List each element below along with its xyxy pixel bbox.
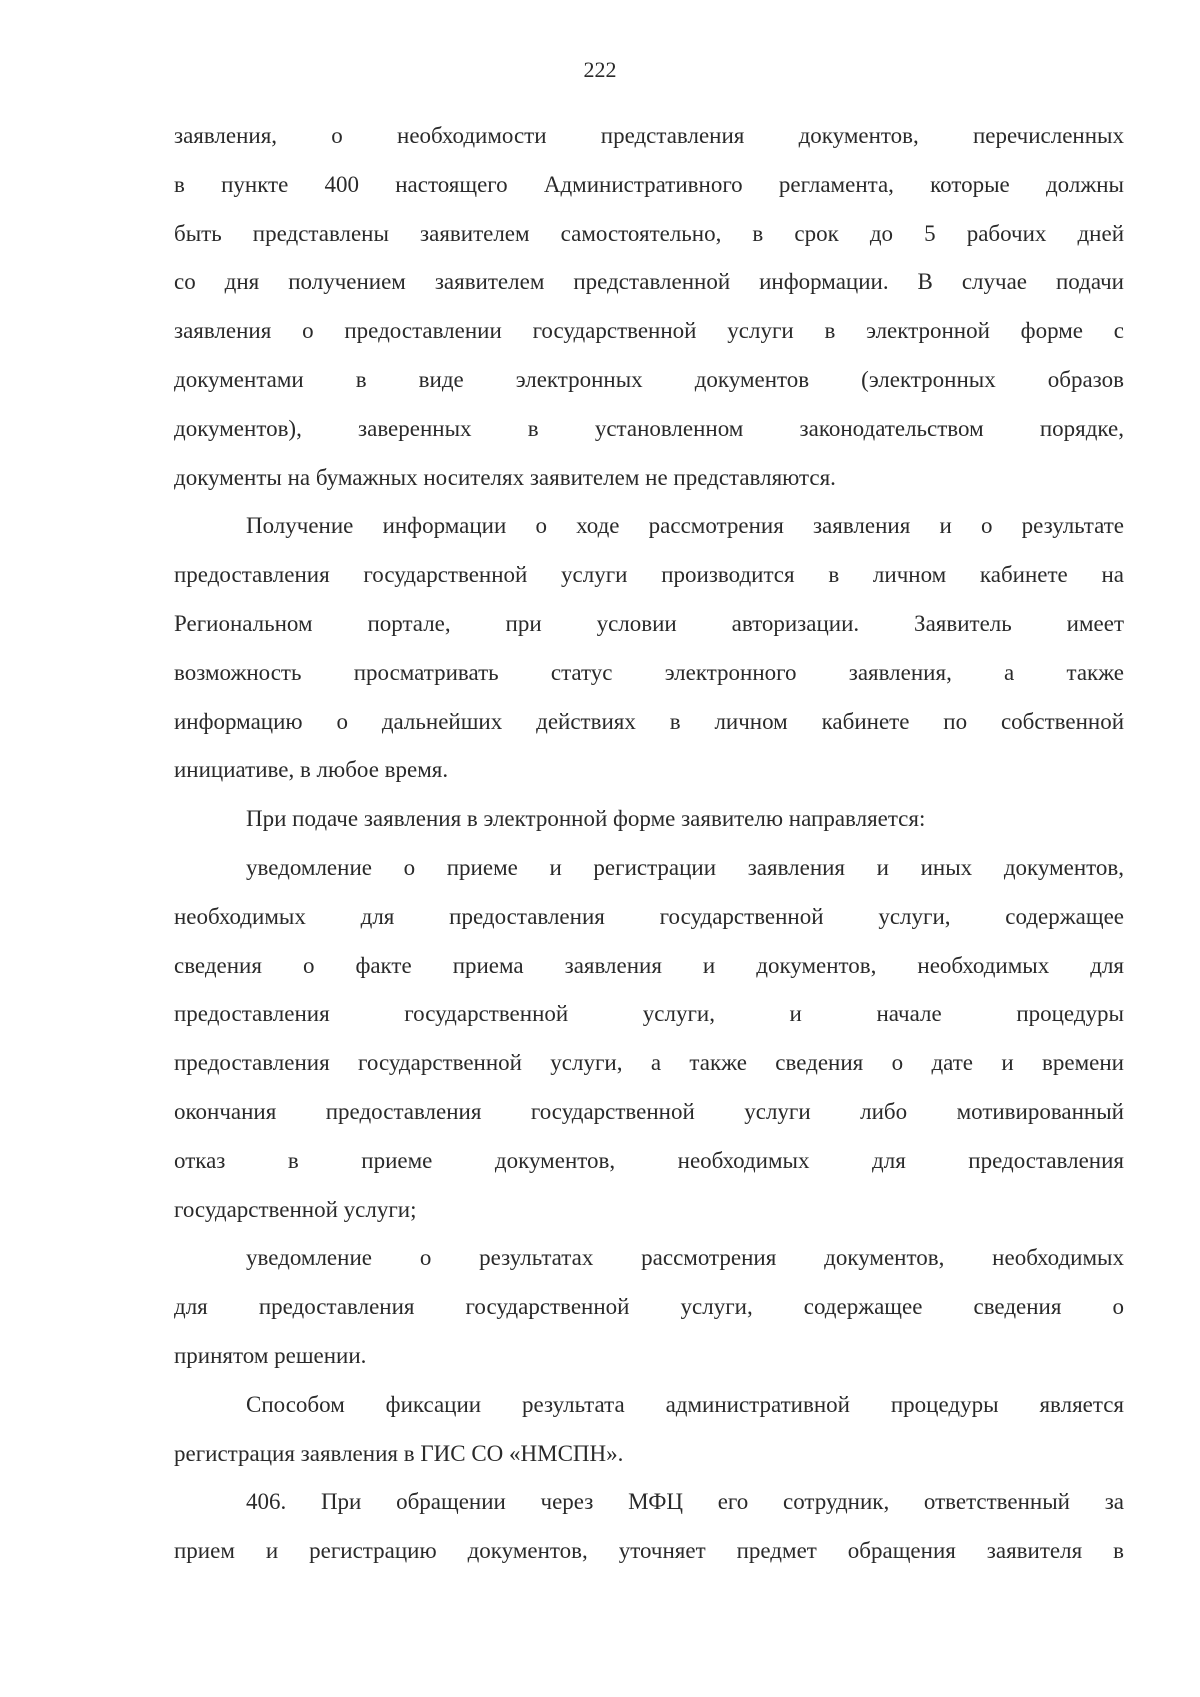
text-line: уведомление о результатах рассмотрения документов, необходимых [246,1245,1124,1271]
text-line: сведения о факте приема заявления и документов, необходимых для [174,952,1124,978]
text-line: государственной услуги; [174,1196,417,1222]
text-line: предоставления государственной услуги производится в личном кабинете на [174,562,1124,588]
text-line: документы на бумажных носителях заявителем не представляются. [174,464,836,490]
text-line: документами в виде электронных документов (электронных образов [174,366,1124,392]
text-line: регистрация заявления в ГИС СО «НМСПН». [174,1440,624,1466]
text-line: быть представлены заявителем самостоятельно, в срок до 5 рабочих дней [174,220,1124,246]
text-line: инициативе, в любое время. [174,757,449,783]
text-line: заявления о предоставлении государственной услуги в электронной форме с [174,318,1124,344]
text-line: Получение информации о ходе рассмотрения заявления и о результате [246,513,1124,539]
text-line: со дня получением заявителем представленной информации. В случае подачи [174,269,1124,295]
text-line: необходимых для предоставления государственной услуги, содержащее [174,903,1124,929]
text-line: возможность просматривать статус электронного заявления, а также [174,659,1124,685]
text-line: отказ в приеме документов, необходимых для предоставления [174,1147,1124,1173]
text-line: При подаче заявления в электронной форме заявителю направляется: [246,806,926,832]
page-number: 222 [583,57,617,82]
text-line: окончания предоставления государственной услуги либо мотивированный [174,1098,1124,1124]
text-line: Способом фиксации результата административной процедуры является [246,1391,1124,1417]
text-line: информацию о дальнейших действиях в личном кабинете по собственной [174,708,1124,734]
text-line: принятом решении. [174,1342,367,1368]
text-line: прием и регистрацию документов, уточняет предмет обращения заявителя в [174,1538,1124,1564]
text-line: Региональном портале, при условии авторизации. Заявитель имеет [174,610,1124,636]
text-line: документов), заверенных в установленном законодательством порядке, [174,415,1124,441]
body-text [174,116,1124,1580]
text-line: предоставления государственной услуги, и начале процедуры [174,1001,1124,1027]
text-line: уведомление о приеме и регистрации заявления и иных документов, [246,854,1124,880]
text-line: заявления, о необходимости представления документов, перечисленных [174,123,1124,148]
text-line: 406. При обращении через МФЦ его сотрудник, ответственный за [246,1489,1124,1515]
text-line: для предоставления государственной услуги, содержащее сведения о [174,1294,1124,1320]
text-line: в пункте 400 настоящего Административного регламента, которые должны [174,171,1124,197]
text-line: предоставления государственной услуги, а также сведения о дате и времени [174,1050,1124,1076]
